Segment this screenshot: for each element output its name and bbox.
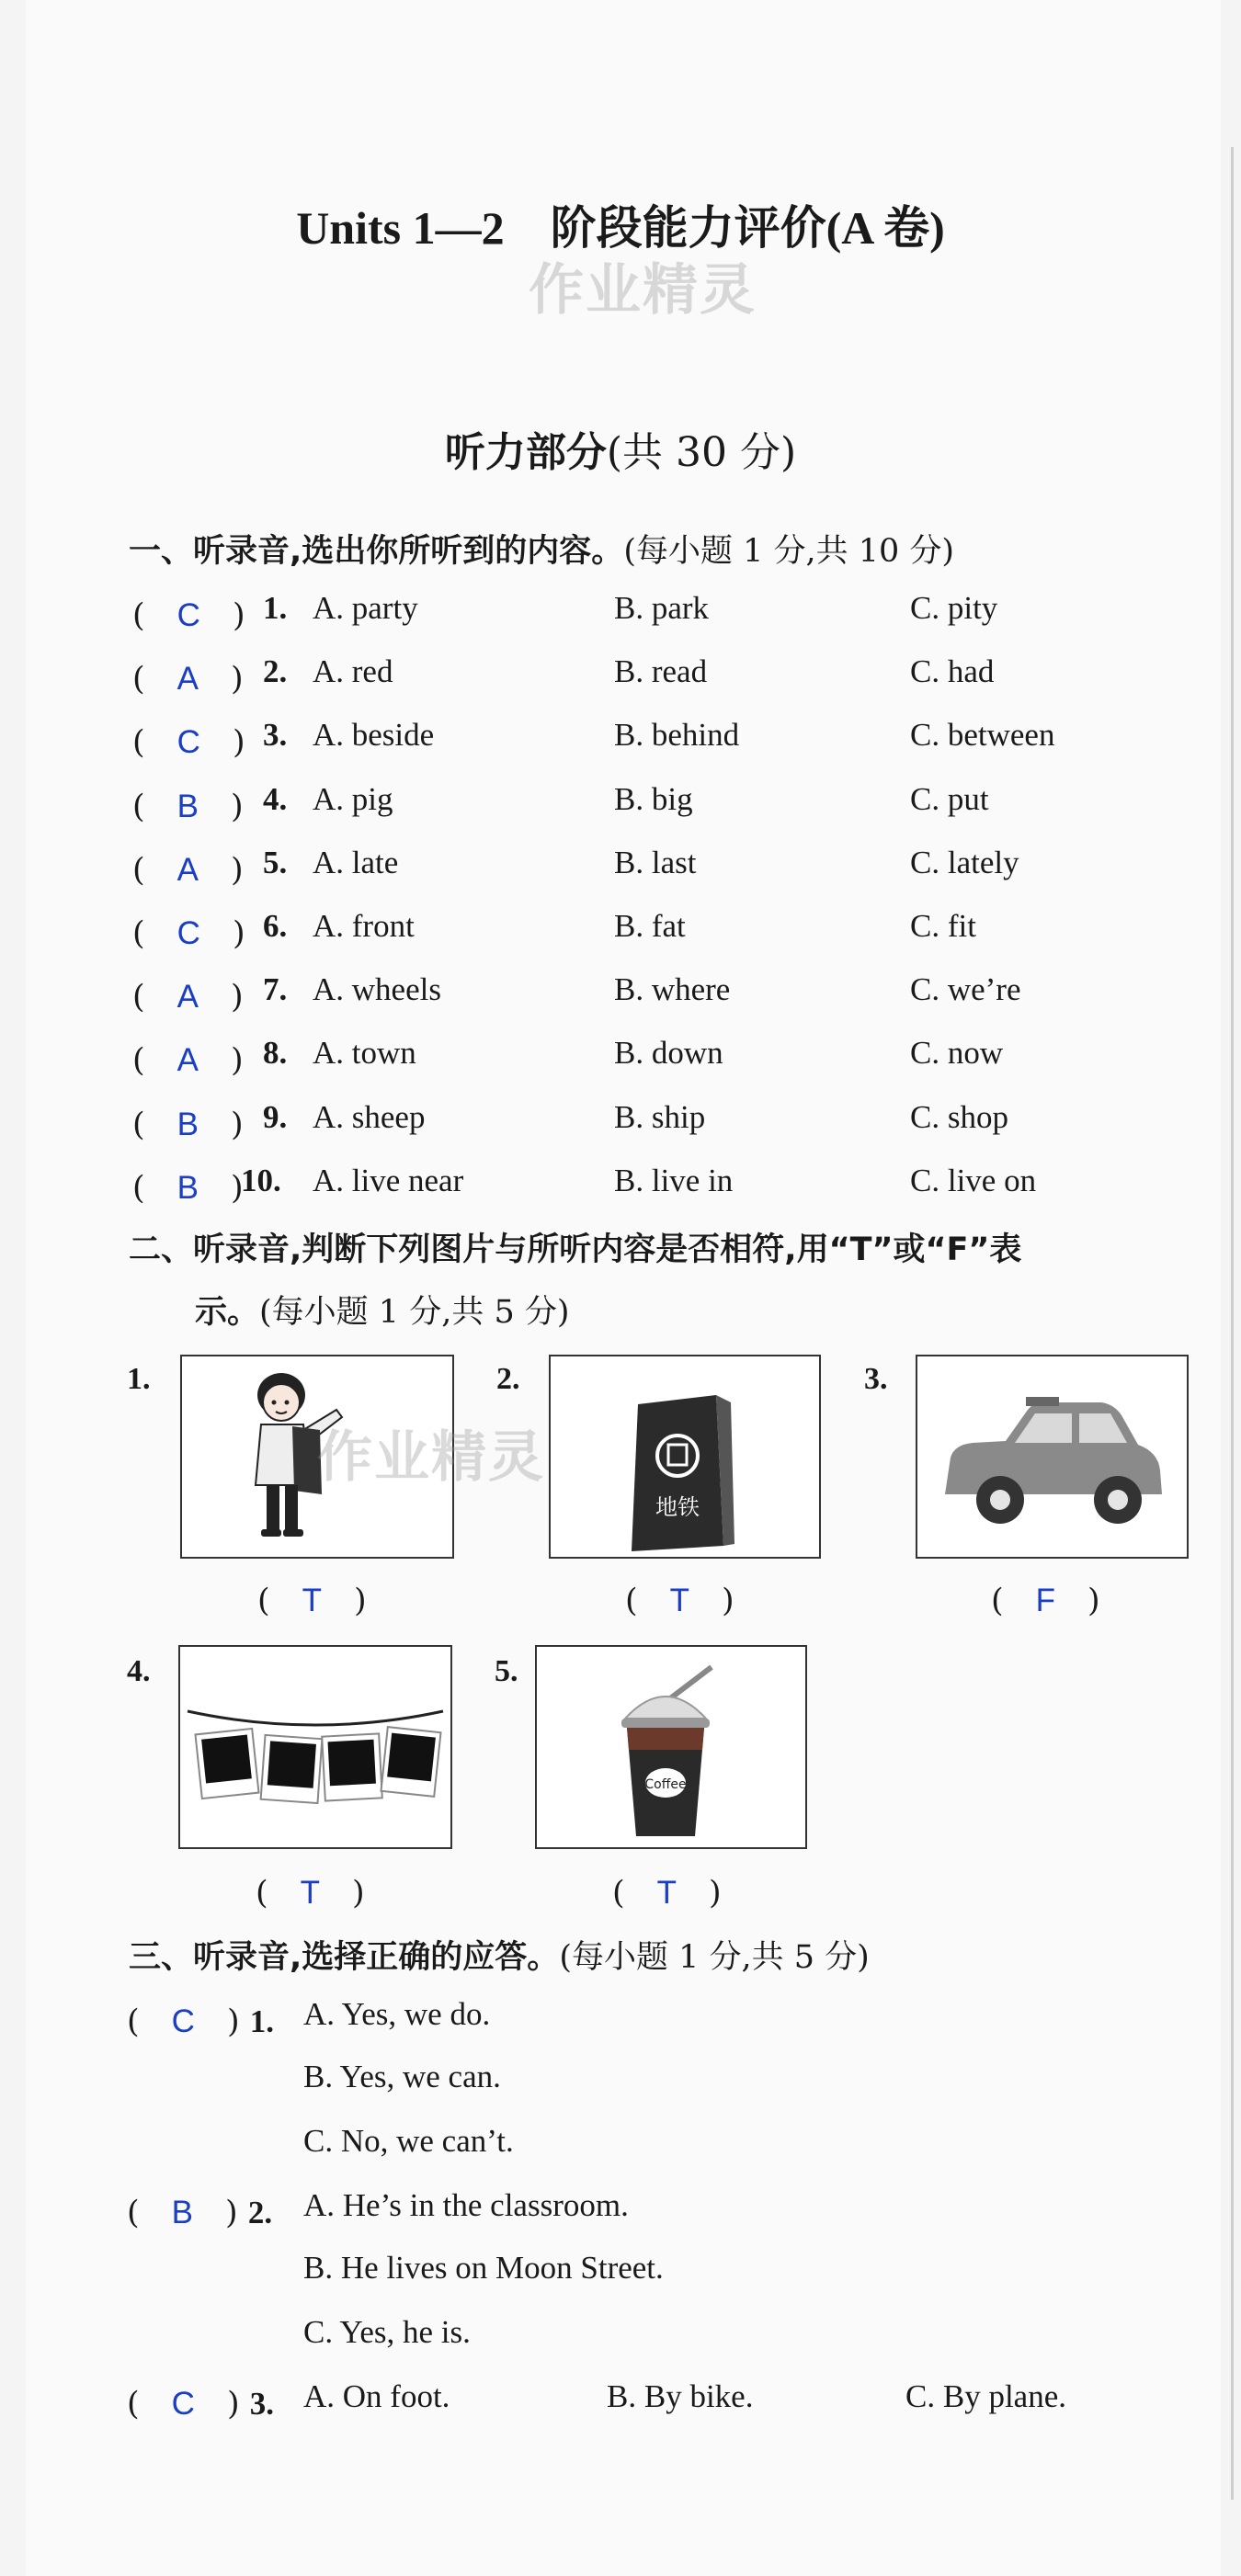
s1-item-number: 5. [263, 845, 288, 880]
s1-item-number: 9. [263, 1099, 288, 1135]
picture-1-answer: T [302, 1583, 323, 1618]
s1-item-number: 7. [263, 971, 288, 1007]
s1-item-number: 1. [263, 590, 288, 626]
s1-item-option-b: B. park [614, 590, 710, 626]
s1-item-answer-slot: ( B ) [132, 789, 244, 825]
s3-item-3-option-b: B. By bike. [607, 2378, 754, 2414]
s3-item-1-answer: C [171, 2003, 195, 2039]
s1-item-option-c: C. live on [910, 1163, 1037, 1198]
picture-2-frame [549, 1355, 821, 1559]
picture-2-number: 2. [496, 1362, 520, 1396]
s1-item-option-c: C. shop [910, 1099, 1008, 1135]
s1-item-answer-slot: ( A ) [132, 661, 244, 698]
s1-item-answer-slot: ( C ) [132, 724, 245, 761]
s1-item-option-c: C. we’re [910, 971, 1021, 1007]
picture-4-answer-slot: ( T ) [256, 1875, 365, 1912]
section1-heading [129, 526, 954, 572]
s1-item-option-a: A. party [313, 590, 418, 626]
s1-item-option-a: A. wheels [313, 971, 441, 1007]
section1-title: 一、听录音,选出你所听到的内容。 [129, 533, 624, 570]
s1-item-option-b: B. down [614, 1035, 723, 1071]
s1-item-answer-slot: ( B ) [132, 1106, 244, 1143]
s1-item-answer: A [176, 661, 199, 697]
s1-item-option-c: C. fit [910, 908, 976, 944]
picture-4-answer: T [300, 1875, 321, 1911]
s3-item-2-option-c: C. Yes, he is. [303, 2314, 471, 2350]
s1-item-option-a: A. live near [313, 1163, 464, 1198]
s1-item-number: 8. [263, 1035, 288, 1071]
s3-item-2-option-a: A. He’s in the classroom. [303, 2187, 629, 2223]
picture-2-answer: T [669, 1583, 690, 1618]
cup-label: Coffee [644, 1777, 687, 1792]
s3-item-1-option-a: A. Yes, we do. [303, 1996, 491, 2032]
subway-sign-icon [551, 1356, 819, 1557]
subway-sign-text: 地铁 [655, 1494, 700, 1520]
s1-item-answer: C [176, 597, 200, 633]
s3-item-2-number: 2. [247, 2195, 273, 2230]
watermark-picture: 作业精灵 [317, 1425, 545, 1490]
hanging-photos-icon [180, 1647, 450, 1847]
s3-item-3-option-a: A. On foot. [303, 2378, 450, 2414]
s1-item-option-a: A. pig [313, 781, 393, 817]
s1-item-answer-slot: ( B ) [132, 1170, 244, 1207]
s3-item-3: ( C ) 3. [127, 2386, 274, 2423]
s1-item-number: 6. [263, 908, 288, 944]
s1-item-option-b: B. where [614, 971, 731, 1007]
s1-item-option-b: B. big [614, 781, 693, 817]
s3-item-1: ( C ) 1. [127, 2003, 274, 2040]
s1-item-option-c: C. lately [910, 845, 1019, 880]
s1-item-option-a: A. sheep [313, 1099, 426, 1135]
s1-item-option-a: A. late [313, 845, 399, 880]
s1-item-option-a: A. town [313, 1035, 416, 1071]
section3-note: (每小题 1 分,共 5 分) [559, 1939, 870, 1976]
s3-item-3-option-c: C. By plane. [905, 2378, 1066, 2414]
section2-note: (每小题 1 分,共 5 分) [259, 1294, 570, 1331]
s1-item-answer: C [176, 724, 200, 760]
s1-item-answer: A [176, 979, 199, 1015]
s3-item-3-answer: C [171, 2386, 195, 2422]
s1-item-answer: C [176, 915, 200, 951]
picture-4-number: 4. [127, 1654, 151, 1688]
s1-item-number: 2. [263, 653, 288, 689]
drink-cup-icon [537, 1647, 805, 1847]
s1-item-option-b: B. behind [614, 717, 740, 753]
section2-heading-tail: 示。 [195, 1294, 260, 1331]
s1-item-answer-slot: ( A ) [132, 1042, 244, 1079]
s1-item-number: 4. [263, 781, 288, 817]
s1-item-option-b: B. fat [614, 908, 686, 944]
s1-item-option-a: A. beside [313, 717, 435, 753]
s3-item-1-option-c: C. No, we can’t. [303, 2123, 514, 2159]
s1-item-option-b: B. live in [614, 1163, 734, 1198]
car-icon [917, 1356, 1187, 1557]
picture-5-number: 5. [495, 1654, 518, 1688]
s1-item-option-c: C. put [910, 781, 989, 817]
s3-item-1-number: 1. [249, 2003, 274, 2039]
picture-5-frame [535, 1645, 807, 1849]
s1-item-option-b: B. last [614, 845, 697, 880]
section2-heading-line1: 二、听录音,判断下列图片与所听内容是否相符,用“T”或“F”表 [129, 1231, 1022, 1268]
s1-item-answer: B [176, 789, 199, 824]
s1-item-option-c: C. now [910, 1035, 1004, 1071]
picture-4-frame [178, 1645, 452, 1849]
section2-heading-line2 [195, 1287, 570, 1333]
s1-item-answer: A [176, 852, 199, 888]
s3-item-1-option-b: B. Yes, we can. [303, 2059, 501, 2094]
picture-1-answer-slot: ( T ) [257, 1583, 367, 1619]
picture-3-answer-slot: ( F ) [991, 1583, 1100, 1619]
s1-item-option-c: C. between [910, 717, 1055, 753]
s1-item-option-c: C. had [910, 653, 995, 689]
picture-5-answer: T [656, 1875, 677, 1911]
picture-3-frame [916, 1355, 1189, 1559]
page-edge-line [1231, 147, 1234, 2500]
s1-item-option-b: B. read [614, 653, 708, 689]
s1-item-answer: B [176, 1106, 199, 1142]
s3-item-2-answer: B [171, 2195, 194, 2230]
section-subtitle [0, 419, 1241, 478]
s1-item-number: 3. [263, 717, 288, 753]
picture-3-number: 3. [864, 1362, 888, 1396]
picture-3-answer: F [1035, 1583, 1056, 1618]
s1-item-option-b: B. ship [614, 1099, 706, 1135]
section3-heading [129, 1932, 870, 1978]
s1-item-option-c: C. pity [910, 590, 998, 626]
s1-item-option-a: A. front [313, 908, 415, 944]
s1-item-option-a: A. red [313, 653, 393, 689]
s3-item-3-number: 3. [249, 2386, 274, 2422]
s1-item-number: 10. [241, 1163, 281, 1198]
watermark: 作业精灵 [529, 258, 757, 323]
s1-item-answer: A [176, 1042, 199, 1078]
s3-item-2: ( B ) 2. [127, 2195, 273, 2231]
s1-item-answer-slot: ( C ) [132, 597, 245, 634]
picture-2-answer-slot: ( T ) [625, 1583, 734, 1619]
section1-note: (每小题 1 分,共 10 分) [623, 533, 955, 570]
s3-item-2-option-b: B. He lives on Moon Street. [303, 2250, 664, 2286]
s1-item-answer-slot: ( A ) [132, 852, 244, 889]
s1-item-answer: B [176, 1170, 199, 1206]
subtitle-main: 听力部分 [444, 429, 607, 476]
picture-5-answer-slot: ( T ) [612, 1875, 722, 1912]
page-title: Units 1—2 阶段能力评价(A 卷) [296, 202, 945, 254]
section3-title: 三、听录音,选择正确的应答。 [129, 1939, 560, 1976]
picture-1-number: 1. [127, 1362, 151, 1396]
subtitle-score: (共 30 分) [606, 429, 797, 476]
s1-item-answer-slot: ( C ) [132, 915, 245, 952]
s1-item-answer-slot: ( A ) [132, 979, 244, 1016]
